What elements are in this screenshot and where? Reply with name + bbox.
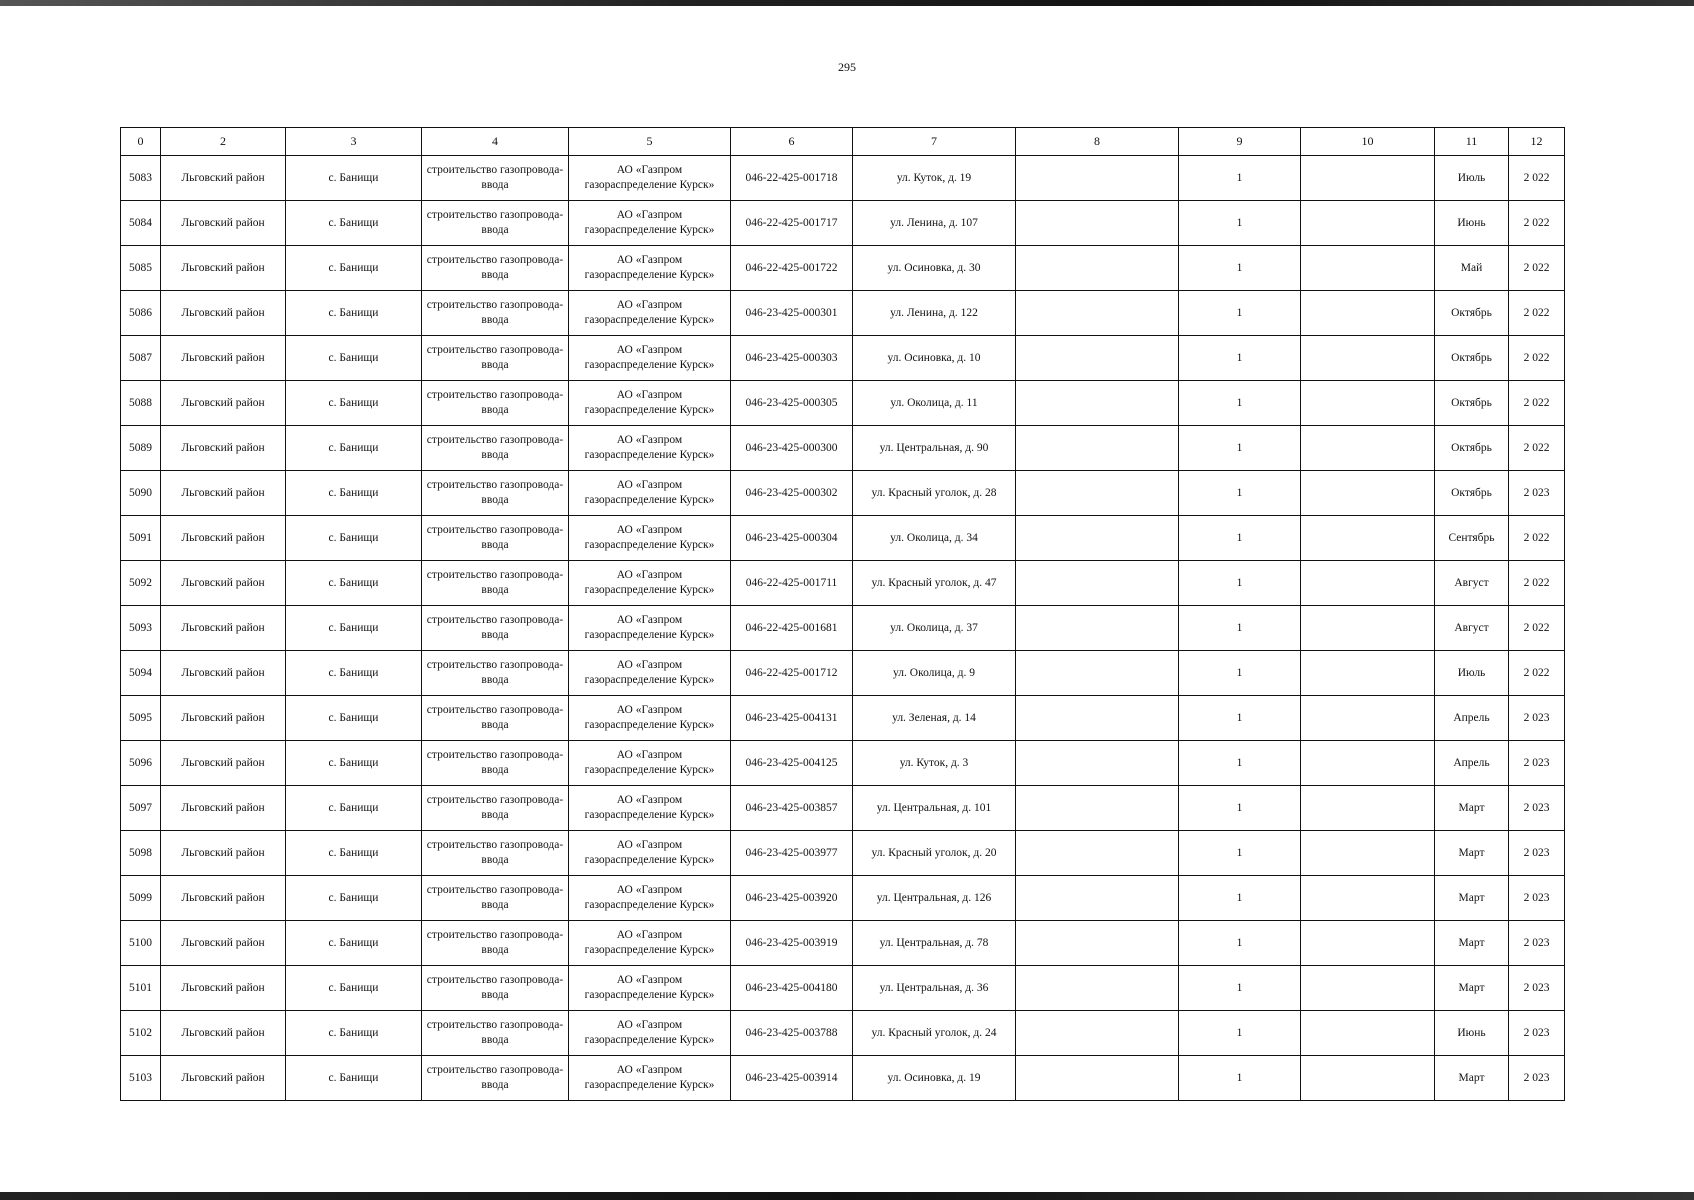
cell-col-8 [1016,1011,1179,1056]
cell-address: ул. Околица, д. 34 [853,516,1016,561]
cell-settlement: с. Банищи [286,291,422,336]
cell-row-number: 5093 [121,606,161,651]
cell-address: ул. Околица, д. 11 [853,381,1016,426]
table-row [121,201,1565,246]
cell-registry-id: 046-23-425-004131 [731,696,853,741]
cell-year: 2 022 [1509,561,1565,606]
cell-address: ул. Центральная, д. 36 [853,966,1016,1011]
cell-col-8 [1016,786,1179,831]
cell-col-8 [1016,1056,1179,1101]
scan-edge-top [0,0,1694,6]
cell-row-number: 5099 [121,876,161,921]
cell-settlement: с. Банищи [286,921,422,966]
cell-col-10 [1301,1056,1435,1101]
cell-district: Льговский район [161,741,286,786]
cell-year: 2 022 [1509,426,1565,471]
cell-work-type: строительство газопровода-ввода [422,921,569,966]
cell-col-10 [1301,426,1435,471]
cell-registry-id: 046-23-425-003914 [731,1056,853,1101]
cell-registry-id: 046-23-425-004180 [731,966,853,1011]
table-row [121,471,1565,516]
cell-col-10 [1301,696,1435,741]
cell-month: Август [1435,606,1509,651]
cell-organization: АО «Газпром газораспределение Курск» [569,651,731,696]
cell-col-10 [1301,471,1435,516]
cell-row-number: 5090 [121,471,161,516]
cell-col-10 [1301,651,1435,696]
cell-row-number: 5091 [121,516,161,561]
cell-settlement: с. Банищи [286,471,422,516]
cell-row-number: 5092 [121,561,161,606]
cell-col-10 [1301,1011,1435,1056]
cell-row-number: 5088 [121,381,161,426]
cell-district: Льговский район [161,876,286,921]
cell-district: Льговский район [161,786,286,831]
cell-col-10 [1301,966,1435,1011]
cell-year: 2 023 [1509,876,1565,921]
table-row [121,1056,1565,1101]
cell-settlement: с. Банищи [286,201,422,246]
cell-row-number: 5100 [121,921,161,966]
cell-col-8 [1016,876,1179,921]
cell-district: Льговский район [161,606,286,651]
cell-month: Июль [1435,156,1509,201]
cell-work-type: строительство газопровода-ввода [422,786,569,831]
cell-organization: АО «Газпром газораспределение Курск» [569,966,731,1011]
cell-month: Октябрь [1435,291,1509,336]
cell-quantity: 1 [1179,1056,1301,1101]
column-header-month: 11 [1435,128,1509,156]
cell-quantity: 1 [1179,966,1301,1011]
cell-organization: АО «Газпром газораспределение Курск» [569,606,731,651]
table-row [121,741,1565,786]
cell-year: 2 022 [1509,651,1565,696]
cell-address: ул. Куток, д. 3 [853,741,1016,786]
column-header-col-8: 8 [1016,128,1179,156]
cell-organization: АО «Газпром газораспределение Курск» [569,696,731,741]
cell-month: Октябрь [1435,426,1509,471]
cell-district: Льговский район [161,696,286,741]
cell-quantity: 1 [1179,246,1301,291]
cell-organization: АО «Газпром газораспределение Курск» [569,381,731,426]
cell-row-number: 5102 [121,1011,161,1056]
cell-organization: АО «Газпром газораспределение Курск» [569,786,731,831]
cell-organization: АО «Газпром газораспределение Курск» [569,201,731,246]
cell-work-type: строительство газопровода-ввода [422,291,569,336]
cell-work-type: строительство газопровода-ввода [422,1056,569,1101]
cell-address: ул. Околица, д. 37 [853,606,1016,651]
cell-year: 2 022 [1509,381,1565,426]
cell-col-8 [1016,696,1179,741]
cell-registry-id: 046-23-425-000300 [731,426,853,471]
cell-organization: АО «Газпром газораспределение Курск» [569,246,731,291]
cell-address: ул. Осиновка, д. 10 [853,336,1016,381]
cell-col-8 [1016,426,1179,471]
cell-col-10 [1301,156,1435,201]
cell-district: Льговский район [161,1056,286,1101]
cell-district: Льговский район [161,1011,286,1056]
cell-row-number: 5087 [121,336,161,381]
cell-quantity: 1 [1179,651,1301,696]
cell-work-type: строительство газопровода-ввода [422,471,569,516]
cell-district: Льговский район [161,291,286,336]
cell-work-type: строительство газопровода-ввода [422,606,569,651]
cell-district: Льговский район [161,471,286,516]
cell-col-8 [1016,291,1179,336]
cell-address: ул. Зеленая, д. 14 [853,696,1016,741]
cell-col-10 [1301,741,1435,786]
cell-quantity: 1 [1179,291,1301,336]
cell-year: 2 023 [1509,741,1565,786]
cell-year: 2 023 [1509,1011,1565,1056]
cell-col-8 [1016,561,1179,606]
table-row [121,156,1565,201]
cell-row-number: 5094 [121,651,161,696]
column-header-settlement: 3 [286,128,422,156]
cell-settlement: с. Банищи [286,246,422,291]
cell-row-number: 5101 [121,966,161,1011]
cell-month: Март [1435,921,1509,966]
column-header-district: 2 [161,128,286,156]
cell-address: ул. Центральная, д. 90 [853,426,1016,471]
cell-district: Льговский район [161,561,286,606]
cell-quantity: 1 [1179,606,1301,651]
cell-settlement: с. Банищи [286,426,422,471]
cell-organization: АО «Газпром газораспределение Курск» [569,921,731,966]
table-row [121,651,1565,696]
table-body [121,156,1565,1101]
table-row [121,696,1565,741]
cell-quantity: 1 [1179,1011,1301,1056]
cell-col-8 [1016,831,1179,876]
cell-work-type: строительство газопровода-ввода [422,966,569,1011]
cell-work-type: строительство газопровода-ввода [422,696,569,741]
cell-registry-id: 046-22-425-001718 [731,156,853,201]
cell-col-10 [1301,516,1435,561]
column-header-work-type: 4 [422,128,569,156]
cell-settlement: с. Банищи [286,516,422,561]
cell-row-number: 5083 [121,156,161,201]
cell-work-type: строительство газопровода-ввода [422,516,569,561]
page-number: 295 [838,60,856,74]
cell-registry-id: 046-22-425-001717 [731,201,853,246]
table-row [121,516,1565,561]
cell-work-type: строительство газопровода-ввода [422,561,569,606]
cell-settlement: с. Банищи [286,606,422,651]
cell-address: ул. Центральная, д. 78 [853,921,1016,966]
cell-year: 2 023 [1509,471,1565,516]
cell-year: 2 022 [1509,606,1565,651]
cell-settlement: с. Банищи [286,1011,422,1056]
cell-district: Льговский район [161,966,286,1011]
table-row [121,921,1565,966]
cell-address: ул. Красный уголок, д. 20 [853,831,1016,876]
cell-organization: АО «Газпром газораспределение Курск» [569,831,731,876]
cell-quantity: 1 [1179,336,1301,381]
column-header-registry-id: 6 [731,128,853,156]
cell-quantity: 1 [1179,741,1301,786]
cell-registry-id: 046-22-425-001722 [731,246,853,291]
table-row [121,831,1565,876]
cell-col-10 [1301,291,1435,336]
cell-work-type: строительство газопровода-ввода [422,831,569,876]
cell-district: Льговский район [161,516,286,561]
table-row [121,786,1565,831]
cell-registry-id: 046-22-425-001711 [731,561,853,606]
cell-year: 2 022 [1509,291,1565,336]
cell-col-10 [1301,786,1435,831]
cell-row-number: 5089 [121,426,161,471]
cell-year: 2 022 [1509,516,1565,561]
cell-settlement: с. Банищи [286,156,422,201]
cell-work-type: строительство газопровода-ввода [422,741,569,786]
cell-month: Март [1435,831,1509,876]
cell-col-10 [1301,336,1435,381]
cell-year: 2 023 [1509,831,1565,876]
cell-registry-id: 046-23-425-003919 [731,921,853,966]
cell-month: Апрель [1435,696,1509,741]
cell-col-8 [1016,651,1179,696]
cell-district: Льговский район [161,156,286,201]
cell-month: Октябрь [1435,336,1509,381]
cell-row-number: 5098 [121,831,161,876]
cell-year: 2 023 [1509,966,1565,1011]
cell-quantity: 1 [1179,831,1301,876]
cell-address: ул. Ленина, д. 107 [853,201,1016,246]
cell-settlement: с. Банищи [286,561,422,606]
cell-row-number: 5097 [121,786,161,831]
cell-organization: АО «Газпром газораспределение Курск» [569,741,731,786]
column-header-organization: 5 [569,128,731,156]
cell-year: 2 022 [1509,156,1565,201]
table-row [121,1011,1565,1056]
cell-registry-id: 046-23-425-000303 [731,336,853,381]
cell-row-number: 5103 [121,1056,161,1101]
cell-registry-id: 046-23-425-003857 [731,786,853,831]
table-row [121,291,1565,336]
cell-col-8 [1016,381,1179,426]
cell-row-number: 5086 [121,291,161,336]
cell-month: Март [1435,876,1509,921]
cell-quantity: 1 [1179,381,1301,426]
column-header-row-number: 0 [121,128,161,156]
cell-work-type: строительство газопровода-ввода [422,336,569,381]
cell-month: Март [1435,786,1509,831]
cell-row-number: 5095 [121,696,161,741]
cell-district: Льговский район [161,381,286,426]
cell-work-type: строительство газопровода-ввода [422,246,569,291]
cell-settlement: с. Банищи [286,651,422,696]
cell-quantity: 1 [1179,561,1301,606]
cell-registry-id: 046-23-425-000304 [731,516,853,561]
table-row [121,876,1565,921]
cell-col-8 [1016,246,1179,291]
cell-registry-id: 046-22-425-001712 [731,651,853,696]
cell-settlement: с. Банищи [286,786,422,831]
cell-year: 2 022 [1509,336,1565,381]
cell-work-type: строительство газопровода-ввода [422,651,569,696]
cell-col-8 [1016,966,1179,1011]
cell-quantity: 1 [1179,471,1301,516]
cell-month: Июль [1435,651,1509,696]
cell-organization: АО «Газпром газораспределение Курск» [569,561,731,606]
cell-month: Март [1435,1056,1509,1101]
cell-organization: АО «Газпром газораспределение Курск» [569,291,731,336]
cell-district: Льговский район [161,651,286,696]
cell-work-type: строительство газопровода-ввода [422,426,569,471]
cell-settlement: с. Банищи [286,966,422,1011]
cell-work-type: строительство газопровода-ввода [422,1011,569,1056]
cell-settlement: с. Банищи [286,1056,422,1101]
cell-district: Льговский район [161,246,286,291]
registry-table [120,127,1565,1101]
cell-quantity: 1 [1179,156,1301,201]
cell-settlement: с. Банищи [286,741,422,786]
cell-col-10 [1301,831,1435,876]
cell-year: 2 023 [1509,1056,1565,1101]
cell-year: 2 023 [1509,921,1565,966]
cell-address: ул. Красный уголок, д. 24 [853,1011,1016,1056]
cell-settlement: с. Банищи [286,831,422,876]
table-row [121,606,1565,651]
cell-district: Льговский район [161,831,286,876]
cell-address: ул. Центральная, д. 101 [853,786,1016,831]
cell-col-10 [1301,246,1435,291]
cell-district: Льговский район [161,426,286,471]
cell-col-10 [1301,201,1435,246]
column-header-col-10: 10 [1301,128,1435,156]
cell-organization: АО «Газпром газораспределение Курск» [569,876,731,921]
cell-registry-id: 046-23-425-000301 [731,291,853,336]
cell-registry-id: 046-22-425-001681 [731,606,853,651]
cell-quantity: 1 [1179,876,1301,921]
cell-registry-id: 046-23-425-003788 [731,1011,853,1056]
cell-month: Август [1435,561,1509,606]
cell-row-number: 5096 [121,741,161,786]
cell-settlement: с. Банищи [286,381,422,426]
cell-col-8 [1016,741,1179,786]
cell-organization: АО «Газпром газораспределение Курск» [569,336,731,381]
cell-settlement: с. Банищи [286,336,422,381]
cell-col-8 [1016,606,1179,651]
cell-quantity: 1 [1179,696,1301,741]
cell-month: Октябрь [1435,381,1509,426]
cell-quantity: 1 [1179,426,1301,471]
cell-col-10 [1301,606,1435,651]
column-header-address: 7 [853,128,1016,156]
cell-organization: АО «Газпром газораспределение Курск» [569,1011,731,1056]
cell-month: Октябрь [1435,471,1509,516]
cell-year: 2 022 [1509,201,1565,246]
cell-organization: АО «Газпром газораспределение Курск» [569,156,731,201]
cell-address: ул. Красный уголок, д. 28 [853,471,1016,516]
table-row [121,246,1565,291]
cell-address: ул. Осиновка, д. 30 [853,246,1016,291]
cell-month: Июнь [1435,1011,1509,1056]
cell-quantity: 1 [1179,786,1301,831]
cell-year: 2 023 [1509,696,1565,741]
cell-col-8 [1016,471,1179,516]
cell-col-8 [1016,201,1179,246]
cell-work-type: строительство газопровода-ввода [422,156,569,201]
cell-col-8 [1016,336,1179,381]
cell-registry-id: 046-23-425-004125 [731,741,853,786]
cell-organization: АО «Газпром газораспределение Курск» [569,1056,731,1101]
cell-address: ул. Околица, д. 9 [853,651,1016,696]
cell-organization: АО «Газпром газораспределение Курск» [569,471,731,516]
cell-month: Июнь [1435,201,1509,246]
cell-registry-id: 046-23-425-003920 [731,876,853,921]
column-header-quantity: 9 [1179,128,1301,156]
cell-organization: АО «Газпром газораспределение Курск» [569,426,731,471]
cell-col-10 [1301,921,1435,966]
table-row [121,966,1565,1011]
table-row [121,426,1565,471]
cell-registry-id: 046-23-425-003977 [731,831,853,876]
cell-col-10 [1301,381,1435,426]
cell-work-type: строительство газопровода-ввода [422,201,569,246]
table-row [121,561,1565,606]
cell-registry-id: 046-23-425-000305 [731,381,853,426]
cell-settlement: с. Банищи [286,876,422,921]
table-row [121,381,1565,426]
cell-col-8 [1016,516,1179,561]
cell-address: ул. Куток, д. 19 [853,156,1016,201]
cell-quantity: 1 [1179,201,1301,246]
cell-address: ул. Ленина, д. 122 [853,291,1016,336]
cell-year: 2 023 [1509,786,1565,831]
cell-col-8 [1016,921,1179,966]
table-row [121,336,1565,381]
cell-settlement: с. Банищи [286,696,422,741]
cell-district: Льговский район [161,201,286,246]
table-header-row [121,128,1565,156]
cell-month: Сентябрь [1435,516,1509,561]
column-header-year: 12 [1509,128,1565,156]
cell-month: Март [1435,966,1509,1011]
cell-work-type: строительство газопровода-ввода [422,381,569,426]
cell-month: Май [1435,246,1509,291]
cell-district: Льговский район [161,336,286,381]
cell-address: ул. Красный уголок, д. 47 [853,561,1016,606]
scan-edge-bottom [0,1192,1694,1200]
cell-row-number: 5085 [121,246,161,291]
cell-col-10 [1301,876,1435,921]
cell-month: Апрель [1435,741,1509,786]
cell-year: 2 022 [1509,246,1565,291]
cell-registry-id: 046-23-425-000302 [731,471,853,516]
cell-col-10 [1301,561,1435,606]
cell-row-number: 5084 [121,201,161,246]
cell-organization: АО «Газпром газораспределение Курск» [569,516,731,561]
cell-address: ул. Центральная, д. 126 [853,876,1016,921]
cell-district: Льговский район [161,921,286,966]
cell-col-8 [1016,156,1179,201]
cell-quantity: 1 [1179,921,1301,966]
cell-address: ул. Осиновка, д. 19 [853,1056,1016,1101]
cell-work-type: строительство газопровода-ввода [422,876,569,921]
cell-quantity: 1 [1179,516,1301,561]
